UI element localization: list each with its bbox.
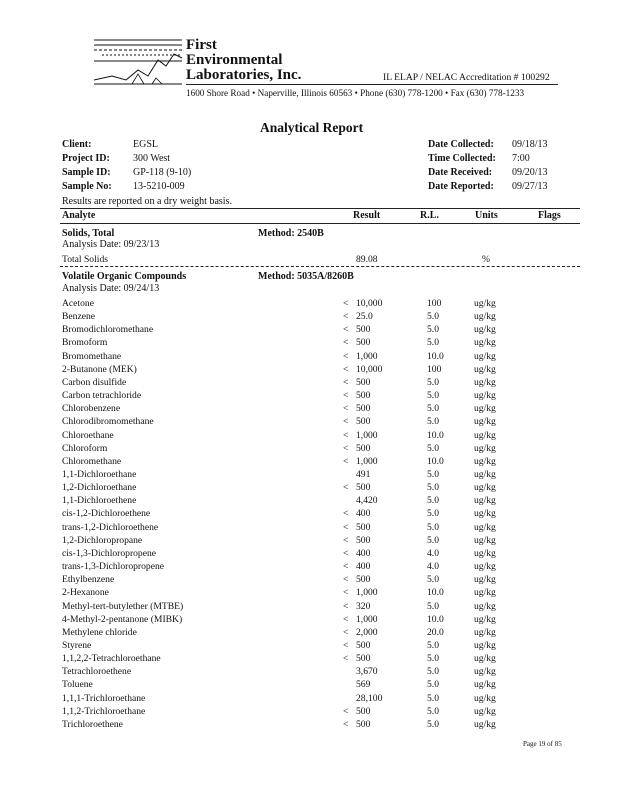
voc-title: Volatile Organic Compounds — [62, 271, 187, 282]
project-id-label: Project ID: — [62, 153, 110, 164]
units-value: ug/kg — [474, 429, 496, 441]
analyte-name: Methyl-tert-butylether (MTBE) — [62, 600, 184, 612]
less-than-sign: < — [343, 311, 349, 323]
units-value: ug/kg — [474, 508, 496, 520]
rl-value: 5.0 — [427, 324, 439, 336]
rl-value: 5.0 — [427, 508, 439, 520]
less-than-sign: < — [343, 705, 349, 717]
units-value: ug/kg — [474, 298, 496, 309]
result-value: 500 — [356, 416, 371, 428]
less-than-sign: < — [343, 390, 349, 402]
result-value: 500 — [356, 403, 371, 415]
rl-value: 5.0 — [427, 705, 439, 717]
analyte-name: Ethylbenzene — [62, 574, 115, 586]
analyte-name: Styrene — [62, 639, 92, 651]
rl-value: 4.0 — [427, 561, 439, 572]
date-collected-value: 09/18/13 — [512, 139, 548, 150]
units-value: ug/kg — [474, 653, 496, 664]
analyte-name: Tetrachloroethene — [62, 666, 132, 678]
analyte-name: Carbon tetrachloride — [62, 390, 142, 402]
analyte-name: 2-Butanone (MEK) — [62, 363, 137, 375]
less-than-sign: < — [343, 626, 349, 638]
date-reported-value: 09/27/13 — [512, 181, 548, 192]
analyte-name: Bromomethane — [62, 350, 122, 362]
rl-value: 5.0 — [427, 376, 439, 388]
units-value: ug/kg — [474, 587, 496, 599]
analyte-name: Carbon disulfide — [62, 376, 127, 388]
analyte-name: 1,1,1-Trichloroethane — [62, 692, 146, 704]
page-number: Page 19 of 85 — [523, 740, 562, 748]
col-units: Units — [475, 210, 498, 221]
date-collected-label: Date Collected: — [428, 139, 494, 150]
result-value: 500 — [356, 390, 371, 402]
units-value: ug/kg — [474, 692, 496, 704]
analyte-name: Bromodichloromethane — [62, 324, 154, 336]
result-value: 10,000 — [356, 363, 383, 375]
rl-value: 5.0 — [427, 653, 439, 664]
less-than-sign: < — [343, 574, 349, 586]
analyte-name: Chloromethane — [62, 455, 122, 467]
client-label: Client: — [62, 139, 92, 150]
lab-logo — [92, 36, 184, 94]
units-value: ug/kg — [474, 574, 496, 586]
less-than-sign: < — [343, 561, 349, 572]
rl-value: 4.0 — [427, 547, 439, 559]
col-flags: Flags — [538, 210, 561, 221]
analyte-name: 4-Methyl-2-pentanone (MIBK) — [62, 613, 183, 625]
col-result: Result — [353, 210, 381, 221]
lab-address: 1600 Shore Road • Naperville, Illinois 60563 • Phone (630) 778-1200 • Fax (630) 778-1233 — [186, 88, 525, 98]
col-analyte: Analyte — [62, 210, 96, 221]
solids-title: Solids, Total — [62, 228, 115, 239]
sample-no-value: 13-5210-009 — [133, 181, 185, 192]
less-than-sign: < — [343, 350, 349, 362]
rl-value: 5.0 — [427, 574, 439, 586]
less-than-sign: < — [343, 324, 349, 336]
units-value: ug/kg — [474, 482, 496, 494]
rl-value: 5.0 — [427, 311, 439, 323]
result-value: 10,000 — [356, 298, 383, 309]
result-value: 4,420 — [356, 495, 378, 507]
less-than-sign: < — [343, 587, 349, 599]
result-value: 500 — [356, 653, 371, 664]
solids-method: Method: 2540B — [258, 228, 324, 239]
units-value: ug/kg — [474, 350, 496, 362]
col-rl: R.L. — [420, 210, 439, 221]
analyte-name: Chlorodibromomethane — [62, 416, 154, 428]
units-value: ug/kg — [474, 324, 496, 336]
units-value: ug/kg — [474, 403, 496, 415]
rl-value: 100 — [427, 363, 442, 375]
result-value: 1,000 — [356, 587, 378, 599]
analyte-name: 1,2-Dichloropropane — [62, 534, 143, 546]
analyte-name: Benzene — [62, 311, 96, 323]
lab-name-line2: Environmental — [186, 52, 283, 68]
units-value: ug/kg — [474, 337, 496, 349]
rl-value: 5.0 — [427, 442, 439, 454]
result-value: 500 — [356, 337, 371, 349]
solids-bottom-rule — [60, 266, 580, 267]
analyte-name: Acetone — [62, 298, 94, 309]
report-title: Analytical Report — [260, 120, 364, 135]
result-value: 2,000 — [356, 626, 378, 638]
less-than-sign: < — [343, 534, 349, 546]
less-than-sign: < — [343, 718, 349, 730]
units-value: ug/kg — [474, 547, 496, 559]
rl-value: 100 — [427, 298, 442, 309]
units-value: ug/kg — [474, 442, 496, 454]
rl-value: 5.0 — [427, 495, 439, 507]
rl-value: 10.0 — [427, 429, 444, 441]
time-collected-label: Time Collected: — [428, 153, 496, 164]
result-value: 569 — [356, 679, 371, 691]
units-value: ug/kg — [474, 416, 496, 428]
date-reported-label: Date Reported: — [428, 181, 494, 192]
project-id-value: 300 West — [133, 153, 171, 164]
rl-value: 5.0 — [427, 416, 439, 428]
analyte-name: 1,1-Dichloroethene — [62, 495, 137, 507]
analyte-name: Trichloroethene — [62, 718, 123, 730]
units-value: ug/kg — [474, 718, 496, 730]
lab-accreditation: IL ELAP / NELAC Accreditation # 100292 — [383, 72, 550, 83]
less-than-sign: < — [343, 547, 349, 559]
less-than-sign: < — [343, 429, 349, 441]
units-value: ug/kg — [474, 455, 496, 467]
rl-value: 5.0 — [427, 692, 439, 704]
less-than-sign: < — [343, 639, 349, 651]
sample-no-label: Sample No: — [62, 181, 112, 192]
date-received-value: 09/20/13 — [512, 167, 548, 178]
analyte-name: Chloroform — [62, 442, 108, 454]
time-collected-value: 7:00 — [512, 153, 530, 164]
rl-value: 20.0 — [427, 626, 444, 638]
rl-value: 10.0 — [427, 455, 444, 467]
result-value: 500 — [356, 482, 371, 494]
analyte-name: 2-Hexanone — [62, 587, 109, 599]
less-than-sign: < — [343, 403, 349, 415]
result-value: 1,000 — [356, 455, 378, 467]
less-than-sign: < — [343, 442, 349, 454]
rl-value: 10.0 — [427, 587, 444, 599]
result-value: 3,670 — [356, 666, 378, 678]
rl-value: 5.0 — [427, 521, 439, 533]
result-value: 1,000 — [356, 429, 378, 441]
result-value: 25.0 — [356, 311, 373, 323]
sample-id-value: GP-118 (9-10) — [133, 167, 192, 178]
rl-value: 5.0 — [427, 718, 439, 730]
analyte-name: cis-1,2-Dichloroethene — [62, 508, 151, 520]
units-value: ug/kg — [474, 561, 496, 572]
solids-units: % — [482, 254, 490, 265]
solids-analysis-date: Analysis Date: 09/23/13 — [62, 239, 160, 250]
analyte-name: trans-1,3-Dichloropropene — [62, 561, 165, 572]
voc-method: Method: 5035A/8260B — [258, 271, 354, 282]
result-value: 500 — [356, 376, 371, 388]
less-than-sign: < — [343, 455, 349, 467]
result-value: 500 — [356, 521, 371, 533]
analyte-name: Chlorobenzene — [62, 403, 121, 415]
units-value: ug/kg — [474, 679, 496, 691]
less-than-sign: < — [343, 337, 349, 349]
rl-value: 10.0 — [427, 350, 444, 362]
result-value: 500 — [356, 705, 371, 717]
analyte-name: 1,1-Dichloroethane — [62, 469, 137, 480]
units-value: ug/kg — [474, 666, 496, 678]
date-received-label: Date Received: — [428, 167, 493, 178]
result-value: 400 — [356, 547, 371, 559]
units-value: ug/kg — [474, 311, 496, 323]
letterhead-rule — [186, 84, 558, 85]
result-value: 1,000 — [356, 613, 378, 625]
analyte-name: Chloroethane — [62, 429, 114, 441]
analyte-name: cis-1,3-Dichloropropene — [62, 547, 157, 559]
analyte-name: trans-1,2-Dichloroethene — [62, 521, 159, 533]
rl-value: 5.0 — [427, 679, 439, 691]
header-bottom-rule — [60, 223, 580, 224]
solids-analyte: Total Solids — [62, 254, 108, 265]
result-value: 28,100 — [356, 692, 383, 704]
rl-value: 5.0 — [427, 403, 439, 415]
result-value: 500 — [356, 324, 371, 336]
units-value: ug/kg — [474, 521, 496, 533]
rl-value: 5.0 — [427, 482, 439, 494]
sample-id-label: Sample ID: — [62, 167, 111, 178]
result-value: 400 — [356, 561, 371, 572]
result-value: 1,000 — [356, 350, 378, 362]
units-value: ug/kg — [474, 495, 496, 507]
result-value: 500 — [356, 718, 371, 730]
units-value: ug/kg — [474, 613, 496, 625]
less-than-sign: < — [343, 482, 349, 494]
rl-value: 5.0 — [427, 666, 439, 678]
rl-value: 5.0 — [427, 534, 439, 546]
units-value: ug/kg — [474, 639, 496, 651]
result-value: 500 — [356, 639, 371, 651]
units-value: ug/kg — [474, 376, 496, 388]
analyte-name: 1,2-Dichloroethane — [62, 482, 137, 494]
voc-analysis-date: Analysis Date: 09/24/13 — [62, 283, 160, 294]
header-top-rule — [60, 208, 580, 209]
units-value: ug/kg — [474, 600, 496, 612]
units-value: ug/kg — [474, 534, 496, 546]
rl-value: 5.0 — [427, 390, 439, 402]
less-than-sign: < — [343, 613, 349, 625]
units-value: ug/kg — [474, 363, 496, 375]
analyte-name: 1,1,2,2-Tetrachloroethane — [62, 653, 161, 664]
lab-name-line3: Laboratories, Inc. — [186, 67, 302, 83]
less-than-sign: < — [343, 363, 349, 375]
solids-result: 89.08 — [356, 254, 378, 265]
less-than-sign: < — [343, 521, 349, 533]
result-value: 500 — [356, 442, 371, 454]
units-value: ug/kg — [474, 705, 496, 717]
less-than-sign: < — [343, 376, 349, 388]
rl-value: 5.0 — [427, 337, 439, 349]
units-value: ug/kg — [474, 626, 496, 638]
less-than-sign: < — [343, 600, 349, 612]
less-than-sign: < — [343, 416, 349, 428]
basis-note: Results are reported on a dry weight basis. — [62, 196, 232, 207]
analyte-name: Bromoform — [62, 337, 108, 349]
rl-value: 5.0 — [427, 600, 439, 612]
analyte-name: 1,1,2-Trichloroethane — [62, 705, 146, 717]
less-than-sign: < — [343, 298, 349, 309]
result-value: 500 — [356, 574, 371, 586]
lab-name-line1: First — [186, 37, 217, 53]
result-value: 491 — [356, 469, 371, 480]
analyte-name: Methylene chloride — [62, 626, 137, 638]
units-value: ug/kg — [474, 469, 496, 480]
rl-value: 5.0 — [427, 639, 439, 651]
less-than-sign: < — [343, 508, 349, 520]
client-value: EGSL — [133, 139, 158, 150]
result-value: 320 — [356, 600, 371, 612]
units-value: ug/kg — [474, 390, 496, 402]
result-value: 500 — [356, 534, 371, 546]
less-than-sign: < — [343, 653, 349, 664]
rl-value: 5.0 — [427, 469, 439, 480]
rl-value: 10.0 — [427, 613, 444, 625]
analyte-name: Toluene — [62, 679, 93, 691]
result-value: 400 — [356, 508, 371, 520]
